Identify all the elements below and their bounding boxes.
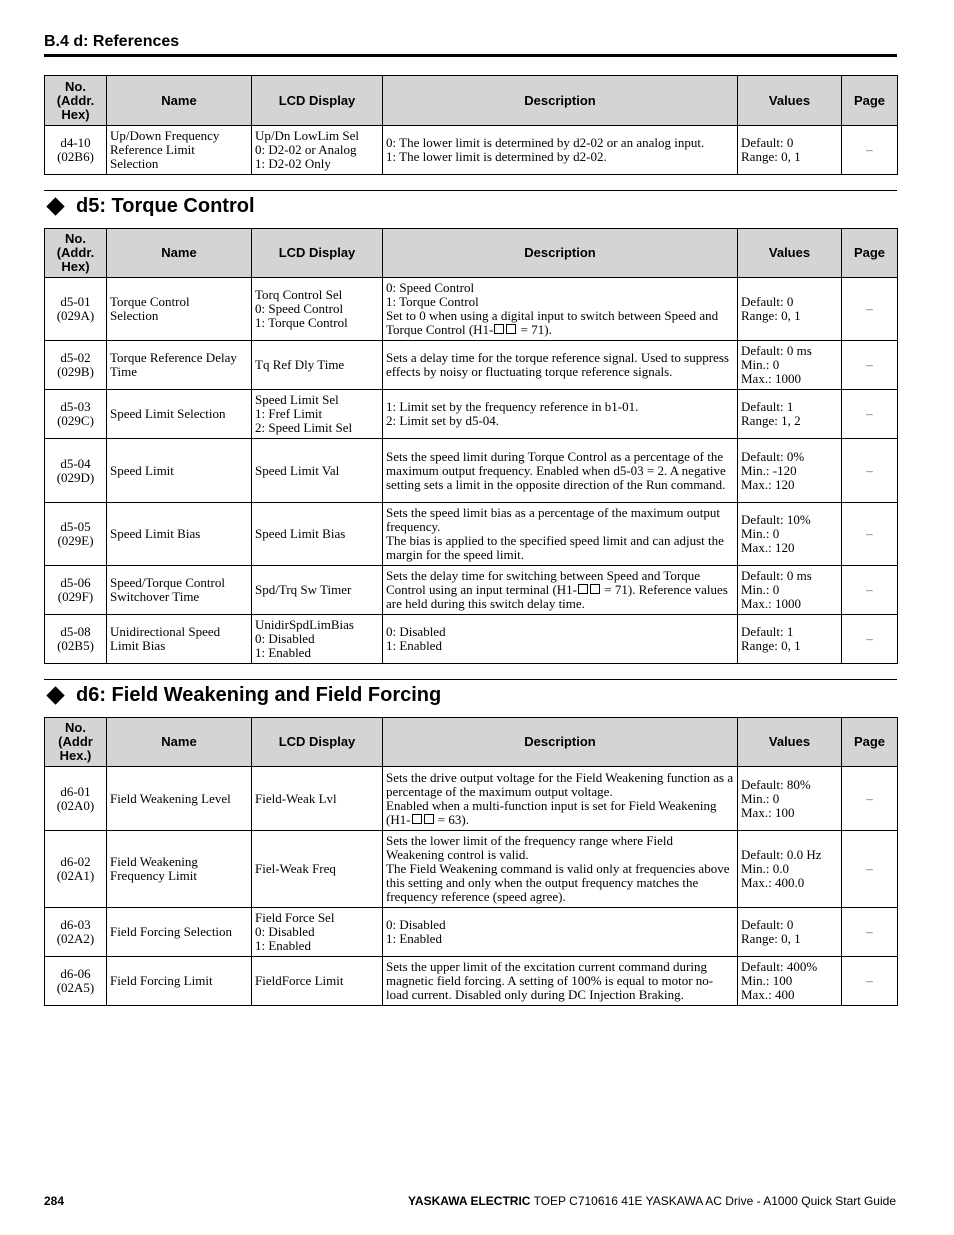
param-lcd: Torq Control Sel 0: Speed Control 1: Torque Control bbox=[252, 278, 383, 341]
param-number: d5-05 (029E) bbox=[45, 503, 107, 566]
param-values: Default: 0 Range: 0, 1 bbox=[738, 908, 842, 957]
param-page: – bbox=[842, 566, 898, 615]
param-values: Default: 0% Min.: -120 Max.: 120 bbox=[738, 439, 842, 503]
param-number: d5-02 (029B) bbox=[45, 341, 107, 390]
param-page: – bbox=[842, 126, 898, 175]
placeholder-box-icon bbox=[494, 324, 504, 334]
param-description: Sets the upper limit of the excitation current command during magnetic field forcing. A setting of 100% is equal to motor no-load current. Disabled only during DC Injection Braking. bbox=[383, 957, 738, 1006]
param-page: – bbox=[842, 615, 898, 664]
col-header-name: Name bbox=[107, 718, 252, 767]
param-name: Field Forcing Limit bbox=[107, 957, 252, 1006]
d5-header-row bbox=[45, 229, 898, 278]
col-header-no: No. (Addr. Hex) bbox=[45, 229, 107, 278]
placeholder-box-icon bbox=[424, 814, 434, 824]
param-number: d5-04 (029D) bbox=[45, 439, 107, 503]
param-page: – bbox=[842, 957, 898, 1006]
param-name: Field Forcing Selection bbox=[107, 908, 252, 957]
param-values: Default: 0 ms Min.: 0 Max.: 1000 bbox=[738, 341, 842, 390]
desc-text: = 71). Reference values are held during this switch delay time. bbox=[386, 582, 728, 611]
d5-section-rule bbox=[44, 190, 897, 191]
param-lcd: Speed Limit Bias bbox=[252, 503, 383, 566]
param-number: d6-06 (02A5) bbox=[45, 957, 107, 1006]
d5-title-text: d5: Torque Control bbox=[76, 194, 255, 217]
table-row bbox=[45, 831, 898, 908]
param-lcd: FieldForce Limit bbox=[252, 957, 383, 1006]
d6-table bbox=[44, 717, 898, 1006]
desc-text: = 71). bbox=[517, 322, 552, 337]
param-number: d4-10 (02B6) bbox=[45, 126, 107, 175]
col-header-description: Description bbox=[383, 229, 738, 278]
table-row bbox=[45, 908, 898, 957]
param-lcd: Spd/Trq Sw Timer bbox=[252, 566, 383, 615]
param-description: Sets a delay time for the torque reference signal. Used to suppress effects by noisy or fluctuating torque reference signals. bbox=[383, 341, 738, 390]
col-header-lcd: LCD Display bbox=[252, 76, 383, 126]
param-name: Torque Control Selection bbox=[107, 278, 252, 341]
table-row bbox=[45, 767, 898, 831]
param-number: d6-02 (02A1) bbox=[45, 831, 107, 908]
desc-text: = 63). bbox=[434, 811, 469, 827]
col-header-values: Values bbox=[738, 229, 842, 278]
param-number: d5-01 (029A) bbox=[45, 278, 107, 341]
page-number: 284 bbox=[44, 1194, 65, 1208]
param-page: – bbox=[842, 439, 898, 503]
d5-table bbox=[44, 228, 898, 664]
table-row bbox=[45, 390, 898, 439]
param-values: Default: 80% Min.: 0 Max.: 100 bbox=[738, 767, 842, 831]
col-header-lcd: LCD Display bbox=[252, 718, 383, 767]
d6-section-rule bbox=[44, 679, 897, 680]
param-page: – bbox=[842, 831, 898, 908]
param-values: Default: 400% Min.: 100 Max.: 400 bbox=[738, 957, 842, 1006]
param-values: Default: 1 Range: 1, 2 bbox=[738, 390, 842, 439]
param-name: Speed Limit Selection bbox=[107, 390, 252, 439]
param-name: Speed Limit Bias bbox=[107, 503, 252, 566]
param-description bbox=[383, 278, 738, 341]
table-row bbox=[45, 126, 898, 175]
param-lcd: Field Force Sel 0: Disabled 1: Enabled bbox=[252, 908, 383, 957]
param-description bbox=[383, 566, 738, 615]
param-description bbox=[383, 767, 738, 831]
param-description: Sets the speed limit during Torque Control as a percentage of the maximum output frequency. Enabled when d5-03 = 2. A negative setting sets a limit in the opposite direction of the Run command. bbox=[383, 439, 738, 503]
table-row bbox=[45, 439, 898, 503]
col-header-description: Description bbox=[383, 718, 738, 767]
desc-text: 0: Speed Control 1: Torque Control Set to 0 when using a digital input to switch between Speed and Torque Control (H1- bbox=[386, 280, 719, 337]
param-values: Default: 0.0 Hz Min.: 0.0 Max.: 400.0 bbox=[738, 831, 842, 908]
footer-doc-title: TOEP C710616 41E YASKAWA AC Drive - A1000 Quick Start Guide bbox=[530, 1194, 896, 1208]
d6-header-row bbox=[45, 718, 898, 767]
param-name: Up/Down Frequency Reference Limit Selection bbox=[107, 126, 252, 175]
param-description: 1: Limit set by the frequency reference in b1-01. 2: Limit set by d5-04. bbox=[383, 390, 738, 439]
d6-section-title bbox=[44, 682, 441, 708]
placeholder-box-icon bbox=[590, 584, 600, 594]
param-lcd: Fiel-Weak Freq bbox=[252, 831, 383, 908]
table-row bbox=[45, 566, 898, 615]
param-description: 0: Disabled 1: Enabled bbox=[383, 615, 738, 664]
param-number: d5-08 (02B5) bbox=[45, 615, 107, 664]
desc-text: Sets the drive output voltage for the Field Weakening function as a percentage of the maximum output voltage. Enabled when a multi-function input is set for Field Weakening (H1- bbox=[386, 769, 734, 827]
param-name: Speed/Torque Control Switchover Time bbox=[107, 566, 252, 615]
param-lcd: Up/Dn LowLim Sel 0: D2-02 or Analog 1: D2-02 Only bbox=[252, 126, 383, 175]
d5-section-title bbox=[44, 193, 255, 219]
header-rule bbox=[44, 54, 897, 57]
footer-doc-info bbox=[408, 1194, 896, 1208]
param-number: d5-03 (029C) bbox=[45, 390, 107, 439]
param-description: 0: Disabled 1: Enabled bbox=[383, 908, 738, 957]
param-description: 0: The lower limit is determined by d2-02 or an analog input. 1: The lower limit is determined by d2-02. bbox=[383, 126, 738, 175]
param-number: d5-06 (029F) bbox=[45, 566, 107, 615]
col-header-values: Values bbox=[738, 718, 842, 767]
param-lcd: Tq Ref Dly Time bbox=[252, 341, 383, 390]
placeholder-box-icon bbox=[578, 584, 588, 594]
diamond-bullet-icon bbox=[46, 686, 64, 704]
placeholder-box-icon bbox=[506, 324, 516, 334]
col-header-name: Name bbox=[107, 76, 252, 126]
col-header-page: Page bbox=[842, 229, 898, 278]
col-header-page: Page bbox=[842, 76, 898, 126]
param-name: Field Weakening Level bbox=[107, 767, 252, 831]
param-values: Default: 10% Min.: 0 Max.: 120 bbox=[738, 503, 842, 566]
param-page: – bbox=[842, 908, 898, 957]
param-page: – bbox=[842, 341, 898, 390]
param-lcd: UnidirSpdLimBias 0: Disabled 1: Enabled bbox=[252, 615, 383, 664]
param-number: d6-03 (02A2) bbox=[45, 908, 107, 957]
param-lcd: Speed Limit Val bbox=[252, 439, 383, 503]
param-description: Sets the lower limit of the frequency range where Field Weakening control is valid. The Field Weakening command is valid only at frequencies above this setting and only when the output frequency matches the frequency reference (speed agree). bbox=[383, 831, 738, 908]
param-number: d6-01 (02A0) bbox=[45, 767, 107, 831]
param-page: – bbox=[842, 390, 898, 439]
col-header-no: No. (Addr. Hex) bbox=[45, 76, 107, 126]
param-values: Default: 0 Range: 0, 1 bbox=[738, 126, 842, 175]
param-page: – bbox=[842, 767, 898, 831]
param-description: Sets the speed limit bias as a percentage of the maximum output frequency. The bias is applied to the specified speed limit and can adjust the margin for the speed limit. bbox=[383, 503, 738, 566]
col-header-no: No. (Addr Hex.) bbox=[45, 718, 107, 767]
table-row bbox=[45, 278, 898, 341]
param-lcd: Field-Weak Lvl bbox=[252, 767, 383, 831]
param-name: Speed Limit bbox=[107, 439, 252, 503]
param-values: Default: 0 Range: 0, 1 bbox=[738, 278, 842, 341]
param-lcd: Speed Limit Sel 1: Fref Limit 2: Speed Limit Sel bbox=[252, 390, 383, 439]
d6-title-text: d6: Field Weakening and Field Forcing bbox=[76, 683, 442, 706]
param-values: Default: 1 Range: 0, 1 bbox=[738, 615, 842, 664]
desc-text: Sets the delay time for switching between Speed and Torque Control using an input terminal (H1- bbox=[386, 568, 701, 597]
param-name: Field Weakening Frequency Limit bbox=[107, 831, 252, 908]
table-row bbox=[45, 957, 898, 1006]
table-row bbox=[45, 615, 898, 664]
d4-header-row bbox=[45, 76, 898, 126]
footer-company: YASKAWA ELECTRIC bbox=[408, 1194, 531, 1208]
section-header: B.4 d: References bbox=[44, 33, 180, 50]
param-name: Torque Reference Delay Time bbox=[107, 341, 252, 390]
col-header-lcd: LCD Display bbox=[252, 229, 383, 278]
diamond-bullet-icon bbox=[46, 197, 64, 215]
col-header-description: Description bbox=[383, 76, 738, 126]
param-page: – bbox=[842, 278, 898, 341]
table-row bbox=[45, 503, 898, 566]
col-header-name: Name bbox=[107, 229, 252, 278]
placeholder-box-icon bbox=[412, 814, 422, 824]
d4-table bbox=[44, 75, 898, 175]
table-row bbox=[45, 341, 898, 390]
param-values: Default: 0 ms Min.: 0 Max.: 1000 bbox=[738, 566, 842, 615]
param-page: – bbox=[842, 503, 898, 566]
col-header-page: Page bbox=[842, 718, 898, 767]
col-header-values: Values bbox=[738, 76, 842, 126]
param-name: Unidirectional Speed Limit Bias bbox=[107, 615, 252, 664]
